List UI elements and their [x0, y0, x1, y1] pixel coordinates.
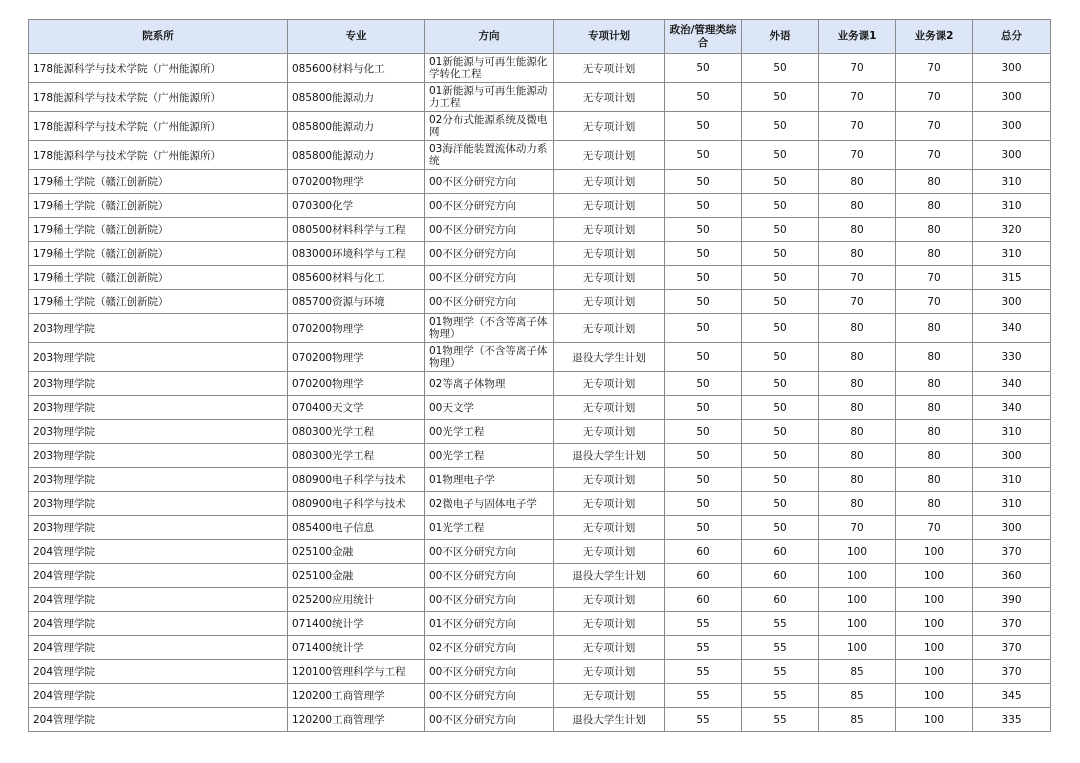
- major-cell: 070200物理学: [288, 170, 425, 194]
- foreign-language-score-cell: 50: [742, 420, 819, 444]
- header-cell-direction: 方向: [425, 20, 554, 54]
- total-score-cell: 310: [973, 242, 1051, 266]
- total-score-cell: 310: [973, 468, 1051, 492]
- total-score-cell: 310: [973, 170, 1051, 194]
- major-cell: 080900电子科学与技术: [288, 492, 425, 516]
- major-cell: 080500材料科学与工程: [288, 218, 425, 242]
- course-1-score-cell: 70: [819, 54, 896, 83]
- score-table: [28, 19, 1051, 732]
- politics-score-cell: 50: [665, 83, 742, 112]
- major-cell: 070200物理学: [288, 372, 425, 396]
- course-2-score-cell: 80: [896, 396, 973, 420]
- foreign-language-score-cell: 50: [742, 290, 819, 314]
- special-plan-cell: 无专项计划: [554, 516, 665, 540]
- department-cell: 204管理学院: [29, 588, 288, 612]
- major-cell: 070200物理学: [288, 314, 425, 343]
- table-row: [29, 660, 1051, 684]
- table-row: [29, 314, 1051, 343]
- table-row: [29, 218, 1051, 242]
- foreign-language-score-cell: 55: [742, 612, 819, 636]
- foreign-language-score-cell: 50: [742, 372, 819, 396]
- direction-cell: 01物理电子学: [425, 468, 554, 492]
- special-plan-cell: 无专项计划: [554, 218, 665, 242]
- foreign-language-score-cell: 50: [742, 266, 819, 290]
- major-cell: 071400统计学: [288, 612, 425, 636]
- header-cell-politics: 政治/管理类综合: [665, 20, 742, 54]
- politics-score-cell: 50: [665, 343, 742, 372]
- special-plan-cell: 退役大学生计划: [554, 343, 665, 372]
- direction-cell: 00不区分研究方向: [425, 266, 554, 290]
- course-1-score-cell: 80: [819, 343, 896, 372]
- politics-score-cell: 50: [665, 444, 742, 468]
- major-cell: 083000环境科学与工程: [288, 242, 425, 266]
- major-cell: 025200应用统计: [288, 588, 425, 612]
- header-cell-course-1: 业务课1: [819, 20, 896, 54]
- direction-cell: 00不区分研究方向: [425, 708, 554, 732]
- total-score-cell: 340: [973, 396, 1051, 420]
- total-score-cell: 330: [973, 343, 1051, 372]
- special-plan-cell: 无专项计划: [554, 396, 665, 420]
- politics-score-cell: 50: [665, 141, 742, 170]
- special-plan-cell: 无专项计划: [554, 141, 665, 170]
- politics-score-cell: 55: [665, 660, 742, 684]
- foreign-language-score-cell: 50: [742, 194, 819, 218]
- total-score-cell: 300: [973, 516, 1051, 540]
- course-1-score-cell: 100: [819, 540, 896, 564]
- politics-score-cell: 55: [665, 708, 742, 732]
- total-score-cell: 300: [973, 112, 1051, 141]
- department-cell: 203物理学院: [29, 468, 288, 492]
- course-1-score-cell: 80: [819, 468, 896, 492]
- politics-score-cell: 55: [665, 636, 742, 660]
- total-score-cell: 340: [973, 372, 1051, 396]
- table-row: [29, 564, 1051, 588]
- special-plan-cell: 无专项计划: [554, 242, 665, 266]
- course-1-score-cell: 100: [819, 564, 896, 588]
- course-1-score-cell: 70: [819, 266, 896, 290]
- department-cell: 204管理学院: [29, 660, 288, 684]
- course-1-score-cell: 70: [819, 112, 896, 141]
- table-row: [29, 141, 1051, 170]
- politics-score-cell: 50: [665, 112, 742, 141]
- special-plan-cell: 无专项计划: [554, 54, 665, 83]
- course-1-score-cell: 80: [819, 170, 896, 194]
- special-plan-cell: 退役大学生计划: [554, 444, 665, 468]
- header-cell-special-plan: 专项计划: [554, 20, 665, 54]
- table-row: [29, 266, 1051, 290]
- special-plan-cell: 无专项计划: [554, 588, 665, 612]
- course-1-score-cell: 100: [819, 612, 896, 636]
- table-row: [29, 444, 1051, 468]
- special-plan-cell: 无专项计划: [554, 290, 665, 314]
- politics-score-cell: 50: [665, 266, 742, 290]
- department-cell: 178能源科学与技术学院（广州能源所）: [29, 83, 288, 112]
- major-cell: 080300光学工程: [288, 420, 425, 444]
- special-plan-cell: 无专项计划: [554, 684, 665, 708]
- course-2-score-cell: 70: [896, 112, 973, 141]
- course-2-score-cell: 80: [896, 444, 973, 468]
- direction-cell: 01物理学（不含等离子体物理）: [425, 343, 554, 372]
- department-cell: 203物理学院: [29, 492, 288, 516]
- course-2-score-cell: 80: [896, 343, 973, 372]
- direction-cell: 03海洋能装置流体动力系统: [425, 141, 554, 170]
- department-cell: 203物理学院: [29, 396, 288, 420]
- special-plan-cell: 无专项计划: [554, 468, 665, 492]
- total-score-cell: 300: [973, 54, 1051, 83]
- politics-score-cell: 50: [665, 372, 742, 396]
- special-plan-cell: 无专项计划: [554, 314, 665, 343]
- direction-cell: 00不区分研究方向: [425, 684, 554, 708]
- politics-score-cell: 50: [665, 218, 742, 242]
- major-cell: 085400电子信息: [288, 516, 425, 540]
- major-cell: 085800能源动力: [288, 141, 425, 170]
- major-cell: 085600材料与化工: [288, 54, 425, 83]
- table-row: [29, 516, 1051, 540]
- foreign-language-score-cell: 55: [742, 636, 819, 660]
- course-1-score-cell: 80: [819, 194, 896, 218]
- special-plan-cell: 无专项计划: [554, 170, 665, 194]
- politics-score-cell: 50: [665, 420, 742, 444]
- table-row: [29, 588, 1051, 612]
- department-cell: 204管理学院: [29, 540, 288, 564]
- special-plan-cell: 退役大学生计划: [554, 708, 665, 732]
- foreign-language-score-cell: 50: [742, 444, 819, 468]
- course-2-score-cell: 70: [896, 141, 973, 170]
- table-row: [29, 420, 1051, 444]
- department-cell: 203物理学院: [29, 314, 288, 343]
- department-cell: 204管理学院: [29, 684, 288, 708]
- politics-score-cell: 55: [665, 612, 742, 636]
- foreign-language-score-cell: 55: [742, 684, 819, 708]
- politics-score-cell: 50: [665, 290, 742, 314]
- direction-cell: 00不区分研究方向: [425, 290, 554, 314]
- direction-cell: 00天文学: [425, 396, 554, 420]
- table-row: [29, 83, 1051, 112]
- total-score-cell: 320: [973, 218, 1051, 242]
- foreign-language-score-cell: 50: [742, 54, 819, 83]
- table-row: [29, 684, 1051, 708]
- course-2-score-cell: 80: [896, 420, 973, 444]
- foreign-language-score-cell: 50: [742, 141, 819, 170]
- politics-score-cell: 50: [665, 468, 742, 492]
- major-cell: 070200物理学: [288, 343, 425, 372]
- course-1-score-cell: 85: [819, 708, 896, 732]
- department-cell: 179稀土学院（赣江创新院）: [29, 290, 288, 314]
- department-cell: 203物理学院: [29, 420, 288, 444]
- course-2-score-cell: 100: [896, 660, 973, 684]
- department-cell: 179稀土学院（赣江创新院）: [29, 218, 288, 242]
- special-plan-cell: 退役大学生计划: [554, 564, 665, 588]
- department-cell: 204管理学院: [29, 564, 288, 588]
- foreign-language-score-cell: 50: [742, 492, 819, 516]
- foreign-language-score-cell: 50: [742, 396, 819, 420]
- course-2-score-cell: 100: [896, 708, 973, 732]
- foreign-language-score-cell: 55: [742, 708, 819, 732]
- course-1-score-cell: 80: [819, 444, 896, 468]
- major-cell: 085800能源动力: [288, 112, 425, 141]
- special-plan-cell: 无专项计划: [554, 112, 665, 141]
- special-plan-cell: 无专项计划: [554, 194, 665, 218]
- direction-cell: 02等离子体物理: [425, 372, 554, 396]
- special-plan-cell: 无专项计划: [554, 266, 665, 290]
- politics-score-cell: 50: [665, 170, 742, 194]
- foreign-language-score-cell: 50: [742, 468, 819, 492]
- score-table-container: [28, 19, 1050, 732]
- politics-score-cell: 50: [665, 54, 742, 83]
- special-plan-cell: 无专项计划: [554, 540, 665, 564]
- course-1-score-cell: 80: [819, 218, 896, 242]
- politics-score-cell: 50: [665, 516, 742, 540]
- politics-score-cell: 50: [665, 194, 742, 218]
- course-1-score-cell: 80: [819, 372, 896, 396]
- foreign-language-score-cell: 60: [742, 588, 819, 612]
- header-cell-foreign-language: 外语: [742, 20, 819, 54]
- foreign-language-score-cell: 50: [742, 170, 819, 194]
- course-1-score-cell: 100: [819, 588, 896, 612]
- course-1-score-cell: 80: [819, 242, 896, 266]
- total-score-cell: 345: [973, 684, 1051, 708]
- course-2-score-cell: 100: [896, 684, 973, 708]
- course-2-score-cell: 80: [896, 314, 973, 343]
- table-row: [29, 612, 1051, 636]
- total-score-cell: 300: [973, 444, 1051, 468]
- major-cell: 025100金融: [288, 564, 425, 588]
- major-cell: 120200工商管理学: [288, 708, 425, 732]
- header-row: [29, 20, 1051, 54]
- politics-score-cell: 60: [665, 564, 742, 588]
- course-2-score-cell: 100: [896, 564, 973, 588]
- table-row: [29, 343, 1051, 372]
- direction-cell: 00光学工程: [425, 444, 554, 468]
- major-cell: 080900电子科学与技术: [288, 468, 425, 492]
- course-1-score-cell: 100: [819, 636, 896, 660]
- course-2-score-cell: 70: [896, 266, 973, 290]
- total-score-cell: 300: [973, 290, 1051, 314]
- foreign-language-score-cell: 60: [742, 540, 819, 564]
- table-row: [29, 492, 1051, 516]
- foreign-language-score-cell: 50: [742, 83, 819, 112]
- major-cell: 070300化学: [288, 194, 425, 218]
- department-cell: 204管理学院: [29, 636, 288, 660]
- foreign-language-score-cell: 50: [742, 242, 819, 266]
- course-2-score-cell: 80: [896, 242, 973, 266]
- direction-cell: 01光学工程: [425, 516, 554, 540]
- department-cell: 203物理学院: [29, 444, 288, 468]
- course-2-score-cell: 100: [896, 540, 973, 564]
- department-cell: 204管理学院: [29, 708, 288, 732]
- politics-score-cell: 60: [665, 540, 742, 564]
- table-row: [29, 468, 1051, 492]
- course-2-score-cell: 70: [896, 516, 973, 540]
- course-2-score-cell: 80: [896, 170, 973, 194]
- special-plan-cell: 无专项计划: [554, 420, 665, 444]
- total-score-cell: 315: [973, 266, 1051, 290]
- politics-score-cell: 50: [665, 314, 742, 343]
- course-2-score-cell: 80: [896, 218, 973, 242]
- header-cell-department: 院系所: [29, 20, 288, 54]
- table-row: [29, 170, 1051, 194]
- course-2-score-cell: 80: [896, 468, 973, 492]
- foreign-language-score-cell: 50: [742, 218, 819, 242]
- major-cell: 070400天文学: [288, 396, 425, 420]
- total-score-cell: 390: [973, 588, 1051, 612]
- total-score-cell: 310: [973, 194, 1051, 218]
- course-1-score-cell: 80: [819, 420, 896, 444]
- politics-score-cell: 50: [665, 492, 742, 516]
- course-2-score-cell: 70: [896, 290, 973, 314]
- department-cell: 179稀土学院（赣江创新院）: [29, 194, 288, 218]
- course-2-score-cell: 100: [896, 588, 973, 612]
- direction-cell: 01不区分研究方向: [425, 612, 554, 636]
- direction-cell: 00不区分研究方向: [425, 660, 554, 684]
- total-score-cell: 335: [973, 708, 1051, 732]
- total-score-cell: 310: [973, 492, 1051, 516]
- direction-cell: 01物理学（不含等离子体物理）: [425, 314, 554, 343]
- special-plan-cell: 无专项计划: [554, 372, 665, 396]
- foreign-language-score-cell: 50: [742, 314, 819, 343]
- major-cell: 085800能源动力: [288, 83, 425, 112]
- direction-cell: 02分布式能源系统及微电网: [425, 112, 554, 141]
- special-plan-cell: 无专项计划: [554, 612, 665, 636]
- total-score-cell: 370: [973, 612, 1051, 636]
- table-row: [29, 242, 1051, 266]
- total-score-cell: 370: [973, 540, 1051, 564]
- total-score-cell: 370: [973, 636, 1051, 660]
- course-1-score-cell: 85: [819, 660, 896, 684]
- major-cell: 071400统计学: [288, 636, 425, 660]
- course-2-score-cell: 80: [896, 492, 973, 516]
- department-cell: 178能源科学与技术学院（广州能源所）: [29, 54, 288, 83]
- major-cell: 025100金融: [288, 540, 425, 564]
- total-score-cell: 310: [973, 420, 1051, 444]
- course-2-score-cell: 100: [896, 612, 973, 636]
- special-plan-cell: 无专项计划: [554, 83, 665, 112]
- department-cell: 178能源科学与技术学院（广州能源所）: [29, 112, 288, 141]
- course-1-score-cell: 85: [819, 684, 896, 708]
- table-row: [29, 540, 1051, 564]
- direction-cell: 02微电子与固体电子学: [425, 492, 554, 516]
- major-cell: 120100管理科学与工程: [288, 660, 425, 684]
- direction-cell: 02不区分研究方向: [425, 636, 554, 660]
- department-cell: 179稀土学院（赣江创新院）: [29, 242, 288, 266]
- course-1-score-cell: 70: [819, 290, 896, 314]
- major-cell: 080300光学工程: [288, 444, 425, 468]
- table-row: [29, 708, 1051, 732]
- course-1-score-cell: 70: [819, 516, 896, 540]
- special-plan-cell: 无专项计划: [554, 492, 665, 516]
- special-plan-cell: 无专项计划: [554, 660, 665, 684]
- direction-cell: 01新能源与可再生能源化学转化工程: [425, 54, 554, 83]
- total-score-cell: 340: [973, 314, 1051, 343]
- total-score-cell: 300: [973, 141, 1051, 170]
- direction-cell: 00不区分研究方向: [425, 170, 554, 194]
- department-cell: 179稀土学院（赣江创新院）: [29, 266, 288, 290]
- department-cell: 203物理学院: [29, 343, 288, 372]
- foreign-language-score-cell: 55: [742, 660, 819, 684]
- course-1-score-cell: 80: [819, 396, 896, 420]
- direction-cell: 00不区分研究方向: [425, 564, 554, 588]
- direction-cell: 00不区分研究方向: [425, 194, 554, 218]
- table-row: [29, 54, 1051, 83]
- table-row: [29, 290, 1051, 314]
- major-cell: 085600材料与化工: [288, 266, 425, 290]
- politics-score-cell: 60: [665, 588, 742, 612]
- table-row: [29, 636, 1051, 660]
- total-score-cell: 370: [973, 660, 1051, 684]
- course-2-score-cell: 100: [896, 636, 973, 660]
- header-cell-total: 总分: [973, 20, 1051, 54]
- header-cell-major: 专业: [288, 20, 425, 54]
- table-row: [29, 112, 1051, 141]
- foreign-language-score-cell: 50: [742, 343, 819, 372]
- direction-cell: 00不区分研究方向: [425, 218, 554, 242]
- politics-score-cell: 50: [665, 396, 742, 420]
- politics-score-cell: 50: [665, 242, 742, 266]
- direction-cell: 00不区分研究方向: [425, 588, 554, 612]
- total-score-cell: 360: [973, 564, 1051, 588]
- course-1-score-cell: 80: [819, 314, 896, 343]
- special-plan-cell: 无专项计划: [554, 636, 665, 660]
- major-cell: 085700资源与环境: [288, 290, 425, 314]
- foreign-language-score-cell: 50: [742, 112, 819, 141]
- header-cell-course-2: 业务课2: [896, 20, 973, 54]
- major-cell: 120200工商管理学: [288, 684, 425, 708]
- direction-cell: 00不区分研究方向: [425, 242, 554, 266]
- direction-cell: 00不区分研究方向: [425, 540, 554, 564]
- foreign-language-score-cell: 60: [742, 564, 819, 588]
- course-2-score-cell: 80: [896, 194, 973, 218]
- total-score-cell: 300: [973, 83, 1051, 112]
- department-cell: 203物理学院: [29, 516, 288, 540]
- direction-cell: 01新能源与可再生能源动力工程: [425, 83, 554, 112]
- department-cell: 178能源科学与技术学院（广州能源所）: [29, 141, 288, 170]
- course-2-score-cell: 70: [896, 54, 973, 83]
- department-cell: 204管理学院: [29, 612, 288, 636]
- department-cell: 179稀土学院（赣江创新院）: [29, 170, 288, 194]
- foreign-language-score-cell: 50: [742, 516, 819, 540]
- course-1-score-cell: 70: [819, 83, 896, 112]
- politics-score-cell: 55: [665, 684, 742, 708]
- course-2-score-cell: 80: [896, 372, 973, 396]
- course-2-score-cell: 70: [896, 83, 973, 112]
- direction-cell: 00光学工程: [425, 420, 554, 444]
- course-1-score-cell: 70: [819, 141, 896, 170]
- table-row: [29, 194, 1051, 218]
- department-cell: 203物理学院: [29, 372, 288, 396]
- table-row: [29, 372, 1051, 396]
- course-1-score-cell: 80: [819, 492, 896, 516]
- table-row: [29, 396, 1051, 420]
